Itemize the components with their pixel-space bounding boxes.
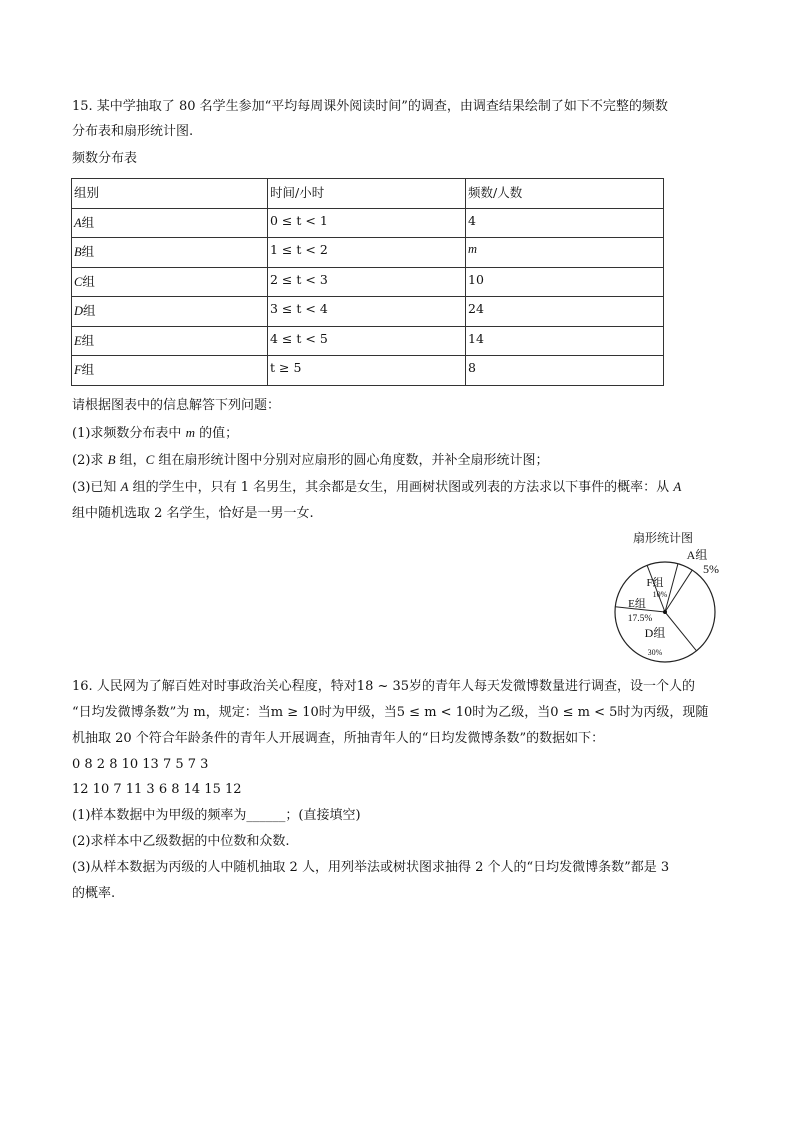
- q15-part3-line1: (3)已知 A 组的学生中，只有 1 名男生，其余都是女生，用画树状图或列表的方法求以下事件的概率：从 A: [72, 479, 682, 495]
- q16-part1: (1)样本数据中为甲级的频率为______；(直接填空): [72, 808, 361, 823]
- table-title: 频数分布表: [72, 151, 138, 166]
- pie-label-f: F组: [646, 577, 664, 589]
- q15-part1: (1)求频数分布表中 m 的值；: [72, 425, 239, 441]
- cell-count: 10: [466, 267, 664, 297]
- q16-stem-line3: 机抽取 20 个符合年龄条件的青年人开展调查，所抽青年人的“日均发微博条数”的数据如下：: [72, 731, 605, 746]
- pie-value-a: 5%: [703, 562, 719, 576]
- table-row: [72, 267, 664, 297]
- cell-count: 4: [466, 208, 664, 238]
- cell-group: D组: [72, 297, 268, 327]
- cell-time: 4 ≤ t < 5: [268, 326, 466, 356]
- cell-time: 2 ≤ t < 3: [268, 267, 466, 297]
- q15-prompt: 请根据图表中的信息解答下列问题：: [72, 398, 281, 413]
- cell-count: 14: [466, 326, 664, 356]
- cell-group: C组: [72, 267, 268, 297]
- pie-value-f: 10%: [652, 590, 668, 599]
- cell-time: 0 ≤ t < 1: [268, 208, 466, 238]
- pie-title: 扇形统计图: [632, 531, 694, 545]
- q15-stem-line1: 15. 某中学抽取了 80 名学生参加“平均每周课外阅读时间”的调查，由调查结果绘制了如下不完整的频数: [72, 99, 668, 114]
- pie-label-e: E组: [628, 598, 646, 610]
- pie-value-e: 17.5%: [627, 614, 653, 624]
- pie-label-d: D组: [644, 626, 666, 640]
- pie-label-a: A组: [686, 548, 708, 562]
- pie-value-d: 30%: [647, 648, 663, 657]
- q16-part2: (2)求样本中乙级数据的中位数和众数.: [72, 834, 290, 849]
- header-count: 频数/人数: [466, 179, 664, 209]
- q16-stem-line2: “日均发微博条数”为 m，规定：当m ≥ 10时为甲级，当5 ≤ m < 10时为乙级，当0 ≤ m < 5时为丙级，现随: [72, 705, 709, 720]
- table-header-row: [72, 179, 664, 209]
- cell-time: 1 ≤ t < 2: [268, 238, 466, 268]
- table-row: [72, 208, 664, 238]
- header-time: 时间/小时: [268, 179, 466, 209]
- q16-part3-line2: 的概率.: [72, 886, 116, 901]
- frequency-table: [71, 178, 664, 386]
- q16-data-line1: 0 8 2 8 10 13 7 5 7 3: [72, 757, 209, 772]
- table-row: [72, 326, 664, 356]
- cell-count: 8: [466, 356, 664, 386]
- q15-stem-line2: 分布表和扇形统计图.: [72, 124, 194, 139]
- cell-group: B组: [72, 238, 268, 268]
- cell-count: m: [466, 238, 664, 268]
- q15-part3-line2: 组中随机选取 2 名学生，恰好是一男一女.: [72, 506, 314, 521]
- cell-group: F组: [72, 356, 268, 386]
- table-row: [72, 297, 664, 327]
- table-row: [72, 238, 664, 268]
- cell-group: E组: [72, 326, 268, 356]
- q16-part3-line1: (3)从样本数据为丙级的人中随机抽取 2 人，用列举法或树状图求抽得 2 个人的“日均发微博条数”都是 3: [72, 860, 670, 875]
- cell-count: 24: [466, 297, 664, 327]
- q15-part2: (2)求 B 组，C 组在扇形统计图中分别对应扇形的圆心角度数，并补全扇形统计图；: [72, 452, 549, 468]
- cell-time: t ≥ 5: [268, 356, 466, 386]
- pie-center-dot: [663, 610, 667, 614]
- q16-data-line2: 12 10 7 11 3 6 8 14 15 12: [72, 782, 242, 797]
- q16-stem-line1: 16. 人民网为了解百姓对时事政治关心程度，特对18 ~ 35岁的青年人每天发微博数量进行调查，设一个人的: [72, 679, 696, 694]
- header-group: 组别: [72, 179, 268, 209]
- table-row: [72, 356, 664, 386]
- pie-chart: [605, 527, 725, 672]
- cell-group: A组: [72, 208, 268, 238]
- cell-time: 3 ≤ t < 4: [268, 297, 466, 327]
